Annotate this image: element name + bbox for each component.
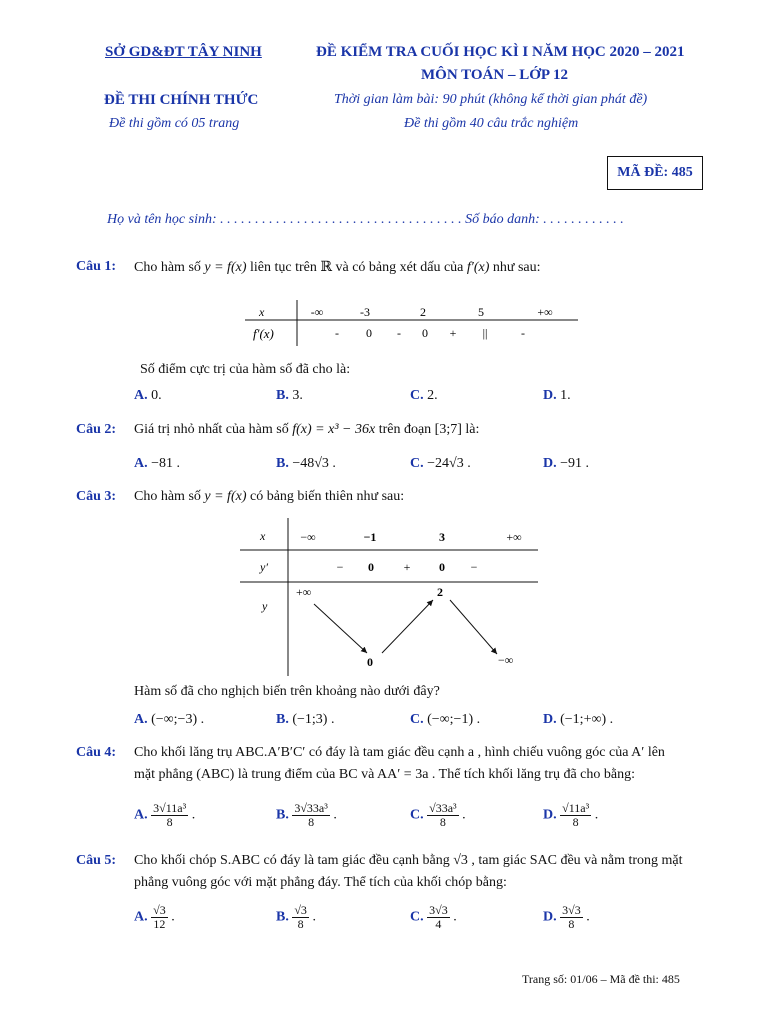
q1-x-value: 5 <box>478 305 484 319</box>
q3-stem: Cho hàm số y = f(x) có bảng biến thiên như sau: <box>134 489 405 504</box>
option-label: B. <box>276 388 289 403</box>
q5-option-c[interactable]: C. $\frac{3√3}{4}$ . <box>410 903 457 931</box>
q5-option-b[interactable]: B. $\frac{√3}{8}$ . <box>276 903 316 931</box>
q1-sign: - <box>397 326 401 340</box>
q4-label: Câu 4: <box>76 745 117 760</box>
option-text: 2. <box>427 388 438 403</box>
q1-table-x-label: x <box>259 305 265 319</box>
option-text: 3. <box>292 388 303 403</box>
q2-label: Câu 2: <box>76 422 117 437</box>
official-label: ĐỀ THI CHÍNH THỨC <box>104 92 259 108</box>
option-fraction <box>151 904 168 931</box>
q3-option-c[interactable] <box>410 712 480 728</box>
questions-note: Đề thi gồm 40 câu trắc nghiệm <box>404 116 579 131</box>
q5-label: Câu 5: <box>76 853 117 868</box>
option-label: C. <box>410 712 424 727</box>
option-label: D. <box>543 807 557 823</box>
option-fraction <box>427 904 450 931</box>
q1-prompt: Số điểm cực trị của hàm số đã cho là: <box>140 362 351 377</box>
q3-sign: 0 <box>439 560 445 574</box>
fraction-denominator: 8 <box>572 815 579 829</box>
q3-prompt: Hàm số đã cho nghịch biến trên khoảng nào dưới đây? <box>134 684 440 699</box>
q3-table-x-label: x <box>260 529 266 543</box>
q2-option-a[interactable] <box>134 456 180 472</box>
q3-value-top-left: +∞ <box>296 585 312 599</box>
option-label: A. <box>134 456 148 471</box>
option-label: B. <box>276 909 289 925</box>
q3-sign: 0 <box>368 560 374 574</box>
fraction-numerator: √3 <box>294 903 307 917</box>
pages-note: Đề thi gồm có 05 trang <box>109 116 240 131</box>
option-label: B. <box>276 456 289 471</box>
option-label: D. <box>543 712 557 727</box>
fraction-denominator: 8 <box>308 815 315 829</box>
q1-option-b[interactable] <box>276 388 303 404</box>
option-text: −48√3 . <box>292 456 336 471</box>
q3-label: Câu 3: <box>76 489 117 504</box>
q1-x-value: +∞ <box>537 305 553 319</box>
q2-option-d[interactable] <box>543 456 589 472</box>
fraction-denominator: 4 <box>435 917 442 931</box>
q5-option-a[interactable]: A. $\frac{√3}{12}$ . <box>134 903 175 931</box>
q3-x-value: −∞ <box>300 530 316 544</box>
q3-value-bottom-mid: 0 <box>367 655 373 669</box>
q4-option-a[interactable]: A. $\frac{\text{3√11a³}}{8}$ . <box>134 801 196 829</box>
exam-code-box <box>607 156 703 190</box>
option-fraction <box>427 802 459 829</box>
q3-value-top-mid: 2 <box>437 585 443 599</box>
fraction-numerator: √33a³ <box>429 801 457 815</box>
q1-sign: || <box>482 326 488 340</box>
q1-sign: 0 <box>366 326 372 340</box>
student-info-line: Họ và tên học sinh: . . . . . . . . . . . . . . . . . . . . . . . . . . . . . . . . . . . Số báo danh: . . . . . . . . . . . . <box>107 212 624 227</box>
option-text: −81 . <box>151 456 181 471</box>
time-note: Thời gian làm bài: 90 phút (không kể thời gian phát đề) <box>334 92 648 107</box>
option-label: C. <box>410 456 424 471</box>
q1-sign: + <box>449 326 457 340</box>
option-label: A. <box>134 712 148 727</box>
q4-option-c[interactable]: C. $\frac{\text{√33a³}}{8}$ . <box>410 801 466 829</box>
q3-arrow-down-2 <box>450 600 497 654</box>
q1-x-value: 2 <box>420 305 426 319</box>
q5-option-d[interactable]: D. $\frac{3√3}{8}$ . <box>543 903 590 931</box>
q4-option-d[interactable]: D. $\frac{\text{√11a³}}{8}$ . <box>543 801 599 829</box>
option-text: (−1;+∞) . <box>560 712 614 727</box>
q1-label: Câu 1: <box>76 259 117 274</box>
exam-title: ĐỀ KIỂM TRA CUỐI HỌC KÌ I NĂM HỌC 2020 – 2021 <box>316 44 685 60</box>
q1-option-c[interactable] <box>410 388 438 404</box>
q3-option-a[interactable] <box>134 712 204 728</box>
q1-sign: 0 <box>422 326 428 340</box>
q2-option-b[interactable] <box>276 456 336 472</box>
option-text: −24√3 . <box>427 456 471 471</box>
option-fraction <box>560 802 591 829</box>
option-text: (−∞;−3) . <box>151 712 205 727</box>
fraction-numerator: 3√11a³ <box>153 801 187 815</box>
q3-x-value: +∞ <box>506 530 522 544</box>
q4-line2: mặt phẳng (ABC) là trung điểm của BC và AA′ = 3a . Thể tích khối lăng trụ đã cho bằng: <box>134 767 635 782</box>
fraction-numerator: 3√3 <box>562 903 581 917</box>
fraction-denominator: 8 <box>297 917 304 931</box>
page-footer: Trang số: 01/06 – Mã đề thi: 485 <box>522 972 680 986</box>
q1-sign-table <box>245 298 580 348</box>
fraction-denominator: 12 <box>153 917 166 931</box>
option-label: C. <box>410 388 424 403</box>
option-label: B. <box>276 712 289 727</box>
q3-table-y-label: y <box>262 599 268 613</box>
option-label: D. <box>543 388 557 403</box>
option-fraction <box>292 802 330 829</box>
subject-title: MÔN TOÁN – LỚP 12 <box>421 67 568 83</box>
q1-x-value: -3 <box>360 305 370 319</box>
q3-x-value: 3 <box>439 530 445 544</box>
q1-table-fp-label: f′(x) <box>253 326 274 341</box>
q3-x-value: −1 <box>363 530 377 544</box>
option-label: A. <box>134 909 148 925</box>
option-text: (−1;3) . <box>292 712 335 727</box>
q1-option-a[interactable] <box>134 388 162 404</box>
option-label: D. <box>543 909 557 925</box>
option-label: C. <box>410 909 424 925</box>
option-label: B. <box>276 807 289 823</box>
q5-line1: Cho khối chóp S.ABC có đáy là tam giác đều cạnh bằng √3 , tam giác SAC đều và nằm trong mặt <box>134 853 683 868</box>
q3-option-d[interactable] <box>543 712 613 728</box>
q3-sign: − <box>336 560 344 574</box>
q3-arrow-up <box>382 600 433 653</box>
q3-option-b[interactable] <box>276 712 334 728</box>
department-name: SỞ GD&ĐT TÂY NINH <box>105 44 262 60</box>
option-label: A. <box>134 807 148 823</box>
q1-sign: - <box>335 326 339 340</box>
q2-option-c[interactable] <box>410 456 471 472</box>
q5-line2: phẳng vuông góc với mặt phẳng đáy. Thể tích của khối chóp bằng: <box>134 875 507 890</box>
option-label: A. <box>134 388 148 403</box>
fraction-denominator: 8 <box>166 815 173 829</box>
q3-value-bottom-right: −∞ <box>498 653 514 667</box>
q1-option-d[interactable] <box>543 388 571 404</box>
q3-sign: + <box>403 560 411 574</box>
q3-variation-table <box>240 518 540 678</box>
fraction-numerator: √11a³ <box>562 801 590 815</box>
q3-sign: − <box>470 560 478 574</box>
option-label: D. <box>543 456 557 471</box>
option-fraction <box>292 904 309 931</box>
option-label: C. <box>410 807 424 823</box>
exam-code: MÃ ĐỀ: 485 <box>617 165 693 180</box>
q1-stem: Cho hàm số y = f(x) liên tục trên ℝ và có bảng xét dấu của f′(x) như sau: <box>134 260 541 275</box>
option-text: 1. <box>560 388 571 403</box>
q3-table-yp-label: y′ <box>260 560 268 574</box>
option-text: −91 . <box>560 456 590 471</box>
fraction-numerator: √3 <box>153 903 166 917</box>
q4-option-b[interactable]: B. $\frac{\text{3√33a³}}{8}$ . <box>276 801 337 829</box>
option-text: (−∞;−1) . <box>427 712 481 727</box>
option-fraction <box>560 904 583 931</box>
fraction-numerator: 3√3 <box>429 903 448 917</box>
fraction-numerator: 3√33a³ <box>294 801 328 815</box>
option-fraction <box>151 802 188 829</box>
fraction-denominator: 8 <box>568 917 575 931</box>
q1-sign: - <box>521 326 525 340</box>
q1-x-value: -∞ <box>310 305 324 319</box>
option-text: 0. <box>151 388 162 403</box>
q3-arrow-down-1 <box>314 604 367 653</box>
q2-stem: Giá trị nhỏ nhất của hàm số f(x) = x³ − 36x trên đoạn [3;7] là: <box>134 422 480 437</box>
fraction-denominator: 8 <box>439 815 446 829</box>
q4-line1: Cho khối lăng trụ ABC.A′B′C′ có đáy là tam giác đều cạnh a , hình chiếu vuông góc của A′ lên <box>134 745 665 760</box>
